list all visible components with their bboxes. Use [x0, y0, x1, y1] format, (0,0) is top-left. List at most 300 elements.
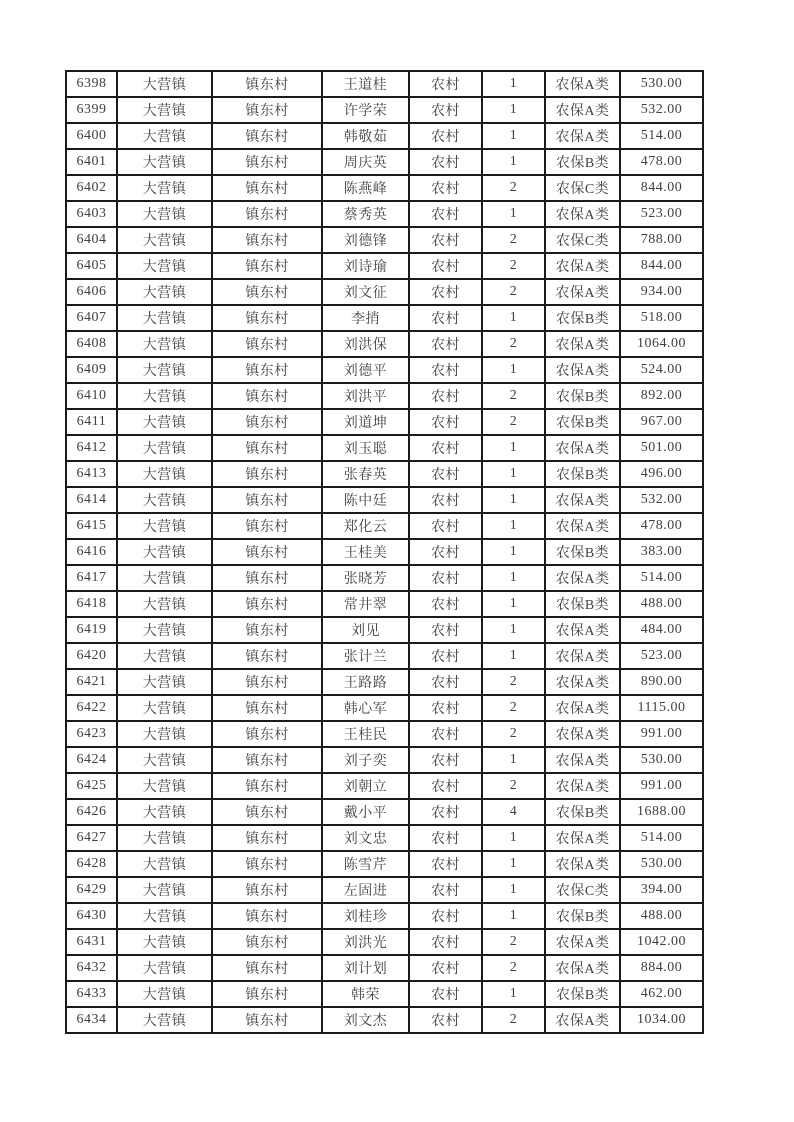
cell-amount: 934.00 — [620, 279, 703, 305]
cell-amount: 530.00 — [620, 851, 703, 877]
table-row — [66, 1007, 703, 1033]
table-row — [66, 955, 703, 981]
cell-person-name: 左固进 — [322, 877, 409, 903]
cell-serial: 6411 — [66, 409, 117, 435]
cell-person-name: 陈雪芹 — [322, 851, 409, 877]
cell-serial: 6426 — [66, 799, 117, 825]
cell-village: 镇东村 — [212, 487, 322, 513]
cell-serial: 6414 — [66, 487, 117, 513]
table-row — [66, 305, 703, 331]
cell-amount: 484.00 — [620, 617, 703, 643]
cell-town: 大营镇 — [117, 877, 212, 903]
cell-person-name: 王桂民 — [322, 721, 409, 747]
cell-serial: 6420 — [66, 643, 117, 669]
cell-people-count: 2 — [482, 227, 545, 253]
cell-people-count: 2 — [482, 175, 545, 201]
cell-serial: 6408 — [66, 331, 117, 357]
cell-village: 镇东村 — [212, 513, 322, 539]
cell-residence-type: 农村 — [409, 617, 482, 643]
cell-serial: 6418 — [66, 591, 117, 617]
cell-serial: 6407 — [66, 305, 117, 331]
cell-amount: 523.00 — [620, 201, 703, 227]
cell-person-name: 刘道坤 — [322, 409, 409, 435]
cell-town: 大营镇 — [117, 487, 212, 513]
table-row — [66, 591, 703, 617]
cell-town: 大营镇 — [117, 175, 212, 201]
cell-town: 大营镇 — [117, 97, 212, 123]
cell-village: 镇东村 — [212, 773, 322, 799]
cell-amount: 394.00 — [620, 877, 703, 903]
cell-amount: 1042.00 — [620, 929, 703, 955]
cell-person-name: 刘诗瑜 — [322, 253, 409, 279]
cell-amount: 844.00 — [620, 175, 703, 201]
table-row — [66, 539, 703, 565]
cell-people-count: 2 — [482, 409, 545, 435]
cell-person-name: 刘洪光 — [322, 929, 409, 955]
cell-town: 大营镇 — [117, 903, 212, 929]
cell-town: 大营镇 — [117, 149, 212, 175]
cell-people-count: 1 — [482, 851, 545, 877]
cell-people-count: 1 — [482, 877, 545, 903]
cell-amount: 991.00 — [620, 773, 703, 799]
cell-amount: 884.00 — [620, 955, 703, 981]
cell-amount: 1688.00 — [620, 799, 703, 825]
cell-people-count: 1 — [482, 357, 545, 383]
cell-person-name: 刘见 — [322, 617, 409, 643]
cell-village: 镇东村 — [212, 201, 322, 227]
cell-person-name: 许学荣 — [322, 97, 409, 123]
cell-insurance-type: 农保A类 — [545, 955, 620, 981]
table-row — [66, 617, 703, 643]
cell-amount: 501.00 — [620, 435, 703, 461]
cell-amount: 892.00 — [620, 383, 703, 409]
cell-village: 镇东村 — [212, 643, 322, 669]
cell-serial: 6432 — [66, 955, 117, 981]
table-row — [66, 695, 703, 721]
cell-residence-type: 农村 — [409, 955, 482, 981]
cell-insurance-type: 农保A类 — [545, 201, 620, 227]
cell-residence-type: 农村 — [409, 825, 482, 851]
cell-people-count: 2 — [482, 279, 545, 305]
cell-serial: 6419 — [66, 617, 117, 643]
cell-village: 镇东村 — [212, 461, 322, 487]
cell-insurance-type: 农保B类 — [545, 591, 620, 617]
cell-serial: 6422 — [66, 695, 117, 721]
cell-serial: 6415 — [66, 513, 117, 539]
insurance-roster-table — [65, 70, 704, 1034]
cell-serial: 6412 — [66, 435, 117, 461]
cell-person-name: 李捎 — [322, 305, 409, 331]
cell-amount: 478.00 — [620, 149, 703, 175]
cell-town: 大营镇 — [117, 773, 212, 799]
cell-serial: 6429 — [66, 877, 117, 903]
cell-town: 大营镇 — [117, 513, 212, 539]
cell-people-count: 1 — [482, 305, 545, 331]
cell-person-name: 刘洪保 — [322, 331, 409, 357]
cell-people-count: 2 — [482, 669, 545, 695]
cell-town: 大营镇 — [117, 981, 212, 1007]
cell-amount: 514.00 — [620, 565, 703, 591]
table-row — [66, 383, 703, 409]
cell-amount: 462.00 — [620, 981, 703, 1007]
cell-village: 镇东村 — [212, 851, 322, 877]
cell-amount: 844.00 — [620, 253, 703, 279]
cell-serial: 6400 — [66, 123, 117, 149]
cell-residence-type: 农村 — [409, 799, 482, 825]
cell-serial: 6430 — [66, 903, 117, 929]
cell-residence-type: 农村 — [409, 331, 482, 357]
cell-insurance-type: 农保B类 — [545, 539, 620, 565]
cell-insurance-type: 农保B类 — [545, 799, 620, 825]
cell-people-count: 1 — [482, 903, 545, 929]
cell-village: 镇东村 — [212, 929, 322, 955]
cell-person-name: 戴小平 — [322, 799, 409, 825]
cell-town: 大营镇 — [117, 253, 212, 279]
cell-town: 大营镇 — [117, 305, 212, 331]
cell-insurance-type: 农保A类 — [545, 851, 620, 877]
cell-residence-type: 农村 — [409, 695, 482, 721]
cell-residence-type: 农村 — [409, 487, 482, 513]
cell-village: 镇东村 — [212, 149, 322, 175]
cell-people-count: 2 — [482, 331, 545, 357]
cell-town: 大营镇 — [117, 825, 212, 851]
cell-insurance-type: 农保A类 — [545, 357, 620, 383]
cell-residence-type: 农村 — [409, 305, 482, 331]
cell-serial: 6434 — [66, 1007, 117, 1033]
cell-insurance-type: 农保A类 — [545, 695, 620, 721]
cell-people-count: 2 — [482, 383, 545, 409]
table-row — [66, 643, 703, 669]
cell-insurance-type: 农保B类 — [545, 305, 620, 331]
cell-person-name: 刘朝立 — [322, 773, 409, 799]
cell-serial: 6402 — [66, 175, 117, 201]
cell-village: 镇东村 — [212, 825, 322, 851]
cell-town: 大营镇 — [117, 669, 212, 695]
cell-residence-type: 农村 — [409, 175, 482, 201]
cell-town: 大营镇 — [117, 565, 212, 591]
cell-people-count: 2 — [482, 1007, 545, 1033]
cell-insurance-type: 农保A类 — [545, 279, 620, 305]
cell-amount: 496.00 — [620, 461, 703, 487]
cell-town: 大营镇 — [117, 71, 212, 97]
table-row — [66, 799, 703, 825]
cell-serial: 6413 — [66, 461, 117, 487]
table-body — [66, 71, 703, 1033]
cell-amount: 1064.00 — [620, 331, 703, 357]
table-row — [66, 435, 703, 461]
cell-village: 镇东村 — [212, 617, 322, 643]
cell-residence-type: 农村 — [409, 539, 482, 565]
cell-village: 镇东村 — [212, 799, 322, 825]
cell-amount: 518.00 — [620, 305, 703, 331]
cell-insurance-type: 农保B类 — [545, 149, 620, 175]
table-row — [66, 331, 703, 357]
cell-people-count: 2 — [482, 929, 545, 955]
cell-village: 镇东村 — [212, 305, 322, 331]
cell-amount: 890.00 — [620, 669, 703, 695]
cell-insurance-type: 农保A类 — [545, 669, 620, 695]
cell-residence-type: 农村 — [409, 877, 482, 903]
table-row — [66, 487, 703, 513]
cell-insurance-type: 农保C类 — [545, 877, 620, 903]
table-row — [66, 175, 703, 201]
cell-insurance-type: 农保A类 — [545, 721, 620, 747]
cell-person-name: 韩心军 — [322, 695, 409, 721]
cell-insurance-type: 农保A类 — [545, 825, 620, 851]
cell-amount: 1034.00 — [620, 1007, 703, 1033]
cell-insurance-type: 农保A类 — [545, 487, 620, 513]
cell-amount: 530.00 — [620, 71, 703, 97]
cell-people-count: 1 — [482, 643, 545, 669]
cell-person-name: 周庆英 — [322, 149, 409, 175]
table-row — [66, 825, 703, 851]
cell-residence-type: 农村 — [409, 1007, 482, 1033]
cell-people-count: 1 — [482, 617, 545, 643]
cell-amount: 514.00 — [620, 825, 703, 851]
table-row — [66, 279, 703, 305]
cell-people-count: 1 — [482, 539, 545, 565]
cell-insurance-type: 农保A类 — [545, 513, 620, 539]
cell-person-name: 蔡秀英 — [322, 201, 409, 227]
cell-village: 镇东村 — [212, 539, 322, 565]
table-row — [66, 513, 703, 539]
cell-person-name: 刘文忠 — [322, 825, 409, 851]
cell-person-name: 刘玉聪 — [322, 435, 409, 461]
cell-residence-type: 农村 — [409, 435, 482, 461]
cell-residence-type: 农村 — [409, 773, 482, 799]
cell-person-name: 陈燕峰 — [322, 175, 409, 201]
cell-person-name: 刘德锋 — [322, 227, 409, 253]
cell-insurance-type: 农保A类 — [545, 123, 620, 149]
cell-people-count: 2 — [482, 253, 545, 279]
cell-insurance-type: 农保A类 — [545, 253, 620, 279]
cell-amount: 383.00 — [620, 539, 703, 565]
table-row — [66, 903, 703, 929]
cell-town: 大营镇 — [117, 357, 212, 383]
cell-person-name: 王路路 — [322, 669, 409, 695]
cell-person-name: 刘文征 — [322, 279, 409, 305]
cell-amount: 514.00 — [620, 123, 703, 149]
cell-amount: 530.00 — [620, 747, 703, 773]
cell-residence-type: 农村 — [409, 97, 482, 123]
cell-people-count: 1 — [482, 149, 545, 175]
cell-serial: 6409 — [66, 357, 117, 383]
cell-town: 大营镇 — [117, 227, 212, 253]
cell-insurance-type: 农保A类 — [545, 71, 620, 97]
cell-insurance-type: 农保A类 — [545, 773, 620, 799]
table-row — [66, 747, 703, 773]
cell-village: 镇东村 — [212, 955, 322, 981]
cell-town: 大营镇 — [117, 539, 212, 565]
table-row — [66, 851, 703, 877]
cell-residence-type: 农村 — [409, 227, 482, 253]
cell-residence-type: 农村 — [409, 409, 482, 435]
cell-amount: 991.00 — [620, 721, 703, 747]
table-row — [66, 409, 703, 435]
cell-amount: 1115.00 — [620, 695, 703, 721]
table-row — [66, 97, 703, 123]
cell-insurance-type: 农保C类 — [545, 175, 620, 201]
cell-town: 大营镇 — [117, 617, 212, 643]
table-row — [66, 357, 703, 383]
cell-village: 镇东村 — [212, 123, 322, 149]
cell-amount: 488.00 — [620, 903, 703, 929]
cell-insurance-type: 农保A类 — [545, 617, 620, 643]
cell-amount: 532.00 — [620, 487, 703, 513]
cell-serial: 6427 — [66, 825, 117, 851]
cell-village: 镇东村 — [212, 669, 322, 695]
cell-person-name: 常井翠 — [322, 591, 409, 617]
cell-residence-type: 农村 — [409, 851, 482, 877]
cell-village: 镇东村 — [212, 331, 322, 357]
cell-people-count: 1 — [482, 71, 545, 97]
cell-town: 大营镇 — [117, 123, 212, 149]
cell-village: 镇东村 — [212, 357, 322, 383]
cell-people-count: 2 — [482, 955, 545, 981]
cell-town: 大营镇 — [117, 799, 212, 825]
cell-town: 大营镇 — [117, 643, 212, 669]
cell-village: 镇东村 — [212, 981, 322, 1007]
cell-serial: 6425 — [66, 773, 117, 799]
cell-people-count: 2 — [482, 695, 545, 721]
cell-serial: 6399 — [66, 97, 117, 123]
cell-serial: 6424 — [66, 747, 117, 773]
cell-amount: 488.00 — [620, 591, 703, 617]
cell-people-count: 1 — [482, 201, 545, 227]
cell-person-name: 张春英 — [322, 461, 409, 487]
cell-village: 镇东村 — [212, 695, 322, 721]
cell-people-count: 1 — [482, 747, 545, 773]
cell-town: 大营镇 — [117, 929, 212, 955]
cell-person-name: 张晓芳 — [322, 565, 409, 591]
cell-insurance-type: 农保A类 — [545, 435, 620, 461]
cell-town: 大营镇 — [117, 461, 212, 487]
cell-residence-type: 农村 — [409, 747, 482, 773]
cell-village: 镇东村 — [212, 279, 322, 305]
cell-town: 大营镇 — [117, 851, 212, 877]
cell-serial: 6433 — [66, 981, 117, 1007]
cell-town: 大营镇 — [117, 747, 212, 773]
cell-person-name: 刘桂珍 — [322, 903, 409, 929]
table-row — [66, 201, 703, 227]
table-row — [66, 123, 703, 149]
cell-amount: 532.00 — [620, 97, 703, 123]
cell-amount: 523.00 — [620, 643, 703, 669]
cell-village: 镇东村 — [212, 409, 322, 435]
cell-residence-type: 农村 — [409, 71, 482, 97]
cell-people-count: 1 — [482, 435, 545, 461]
cell-people-count: 1 — [482, 591, 545, 617]
cell-residence-type: 农村 — [409, 279, 482, 305]
cell-amount: 788.00 — [620, 227, 703, 253]
table-row — [66, 669, 703, 695]
cell-amount: 478.00 — [620, 513, 703, 539]
cell-amount: 524.00 — [620, 357, 703, 383]
cell-town: 大营镇 — [117, 721, 212, 747]
cell-people-count: 1 — [482, 825, 545, 851]
cell-person-name: 王桂美 — [322, 539, 409, 565]
cell-person-name: 韩敬茹 — [322, 123, 409, 149]
cell-insurance-type: 农保A类 — [545, 565, 620, 591]
cell-serial: 6421 — [66, 669, 117, 695]
cell-people-count: 2 — [482, 721, 545, 747]
cell-person-name: 刘计划 — [322, 955, 409, 981]
cell-village: 镇东村 — [212, 435, 322, 461]
table-row — [66, 565, 703, 591]
cell-village: 镇东村 — [212, 97, 322, 123]
cell-village: 镇东村 — [212, 903, 322, 929]
cell-serial: 6398 — [66, 71, 117, 97]
cell-residence-type: 农村 — [409, 513, 482, 539]
cell-insurance-type: 农保B类 — [545, 409, 620, 435]
cell-residence-type: 农村 — [409, 461, 482, 487]
cell-village: 镇东村 — [212, 1007, 322, 1033]
cell-serial: 6403 — [66, 201, 117, 227]
cell-town: 大营镇 — [117, 279, 212, 305]
cell-village: 镇东村 — [212, 721, 322, 747]
cell-serial: 6428 — [66, 851, 117, 877]
table-row — [66, 253, 703, 279]
cell-insurance-type: 农保A类 — [545, 929, 620, 955]
cell-residence-type: 农村 — [409, 591, 482, 617]
cell-residence-type: 农村 — [409, 123, 482, 149]
cell-insurance-type: 农保A类 — [545, 331, 620, 357]
cell-residence-type: 农村 — [409, 669, 482, 695]
cell-people-count: 4 — [482, 799, 545, 825]
table-row — [66, 981, 703, 1007]
cell-person-name: 刘洪平 — [322, 383, 409, 409]
table-row — [66, 877, 703, 903]
cell-serial: 6401 — [66, 149, 117, 175]
cell-residence-type: 农村 — [409, 565, 482, 591]
cell-village: 镇东村 — [212, 591, 322, 617]
table-row — [66, 71, 703, 97]
table-row — [66, 721, 703, 747]
cell-residence-type: 农村 — [409, 383, 482, 409]
cell-insurance-type: 农保A类 — [545, 97, 620, 123]
cell-person-name: 张计兰 — [322, 643, 409, 669]
cell-town: 大营镇 — [117, 201, 212, 227]
cell-insurance-type: 农保B类 — [545, 383, 620, 409]
cell-village: 镇东村 — [212, 71, 322, 97]
table-row — [66, 149, 703, 175]
cell-serial: 6405 — [66, 253, 117, 279]
cell-people-count: 1 — [482, 513, 545, 539]
cell-person-name: 陈中廷 — [322, 487, 409, 513]
cell-people-count: 1 — [482, 97, 545, 123]
cell-residence-type: 农村 — [409, 253, 482, 279]
cell-serial: 6431 — [66, 929, 117, 955]
cell-serial: 6406 — [66, 279, 117, 305]
cell-town: 大营镇 — [117, 695, 212, 721]
table-row — [66, 773, 703, 799]
cell-amount: 967.00 — [620, 409, 703, 435]
cell-person-name: 郑化云 — [322, 513, 409, 539]
cell-serial: 6410 — [66, 383, 117, 409]
cell-people-count: 1 — [482, 487, 545, 513]
cell-village: 镇东村 — [212, 227, 322, 253]
cell-town: 大营镇 — [117, 1007, 212, 1033]
cell-residence-type: 农村 — [409, 903, 482, 929]
cell-insurance-type: 农保A类 — [545, 747, 620, 773]
cell-residence-type: 农村 — [409, 721, 482, 747]
cell-people-count: 1 — [482, 461, 545, 487]
cell-serial: 6417 — [66, 565, 117, 591]
cell-insurance-type: 农保B类 — [545, 903, 620, 929]
cell-town: 大营镇 — [117, 435, 212, 461]
cell-people-count: 1 — [482, 981, 545, 1007]
cell-residence-type: 农村 — [409, 357, 482, 383]
